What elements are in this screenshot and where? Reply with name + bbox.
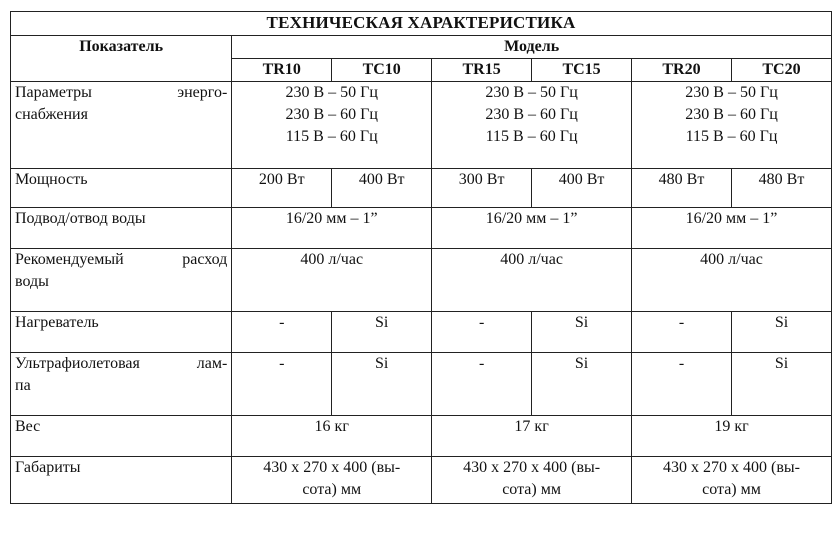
uv-lamp-value: Si [332, 353, 432, 416]
model-name: TR10 [232, 59, 332, 82]
heater-value: - [432, 312, 532, 353]
dimensions-cell-tr10-tc10 [232, 457, 432, 504]
water-connection-value: 16/20 мм – 1” [232, 208, 432, 249]
dimensions-line: 430 x 270 x 400 (вы- [463, 459, 601, 476]
table-row-weight [11, 416, 832, 457]
title-row [11, 12, 832, 36]
dimensions-line: 430 x 270 x 400 (вы- [663, 459, 800, 476]
water-connection-value: 16/20 мм – 1” [632, 208, 832, 249]
table-row-heater [11, 312, 832, 353]
power-supply-value: 115 В – 60 Гц [285, 128, 378, 145]
model-name: TC10 [332, 59, 432, 82]
weight-value: 16 кг [232, 416, 432, 457]
spec-sheet [10, 11, 832, 504]
table-row-dimensions [11, 457, 832, 504]
table-row-power-supply [11, 82, 832, 169]
table-row-power [11, 169, 832, 208]
model-name: TR20 [632, 59, 732, 82]
indicator-header: Показатель [11, 36, 232, 82]
row-label-water-connection: Подвод/отвод воды [11, 208, 232, 249]
power-value: 400 Вт [532, 169, 632, 208]
table-row-water-flow [11, 249, 832, 312]
row-label-power: Мощность [11, 169, 232, 208]
heater-value: Si [532, 312, 632, 353]
label-line: Рекомендуемый расход [15, 251, 228, 268]
power-supply-value: 230 В – 50 Гц [285, 84, 378, 101]
heater-value: - [632, 312, 732, 353]
water-flow-value: 400 л/час [432, 249, 632, 312]
heater-value: - [232, 312, 332, 353]
dimensions-line: сота) мм [702, 481, 761, 498]
uv-lamp-value: - [632, 353, 732, 416]
row-label-dimensions: Габариты [11, 457, 232, 504]
power-supply-value: 115 В – 60 Гц [485, 128, 578, 145]
power-value: 400 Вт [332, 169, 432, 208]
label-line: снабжения [15, 106, 88, 123]
water-connection-value: 16/20 мм – 1” [432, 208, 632, 249]
label-line: воды [15, 273, 49, 290]
row-label-power-supply [11, 82, 232, 169]
technical-spec-table [10, 11, 832, 504]
power-supply-cell-tr20-tc20 [632, 82, 832, 169]
model-header: Модель [232, 36, 832, 59]
row-label-water-flow [11, 249, 232, 312]
power-supply-cell-tr10-tc10 [232, 82, 432, 169]
header-row [11, 36, 832, 59]
dimensions-line: сота) мм [502, 481, 561, 498]
model-name: TR15 [432, 59, 532, 82]
power-supply-value: 230 В – 50 Гц [485, 84, 578, 101]
power-supply-value: 230 В – 60 Гц [485, 106, 578, 123]
row-label-heater: Нагреватель [11, 312, 232, 353]
model-name: TC15 [532, 59, 632, 82]
uv-lamp-value: - [232, 353, 332, 416]
table-row-uv-lamp [11, 353, 832, 416]
heater-value: Si [332, 312, 432, 353]
power-value: 480 Вт [731, 169, 831, 208]
power-value: 200 Вт [232, 169, 332, 208]
power-value: 300 Вт [432, 169, 532, 208]
row-label-weight: Вес [11, 416, 232, 457]
dimensions-line: сота) мм [302, 481, 362, 498]
power-value: 480 Вт [632, 169, 732, 208]
row-label-uv-lamp [11, 353, 232, 416]
label-line: Ультрафиолетовая лам- [15, 355, 228, 372]
weight-value: 17 кг [432, 416, 632, 457]
model-name: TC20 [731, 59, 831, 82]
water-flow-value: 400 л/час [232, 249, 432, 312]
power-supply-value: 230 В – 60 Гц [285, 106, 378, 123]
label-line: Параметры энерго- [15, 84, 228, 101]
uv-lamp-value: Si [731, 353, 831, 416]
power-supply-cell-tr15-tc15 [432, 82, 632, 169]
dimensions-cell-tr15-tc15 [432, 457, 632, 504]
weight-value: 19 кг [632, 416, 832, 457]
uv-lamp-value: Si [532, 353, 632, 416]
table-title: ТЕХНИЧЕСКАЯ ХАРАКТЕРИСТИКА [11, 12, 832, 36]
power-supply-value: 115 В – 60 Гц [685, 128, 778, 145]
power-supply-value: 230 В – 60 Гц [685, 106, 778, 123]
water-flow-value: 400 л/час [632, 249, 832, 312]
dimensions-cell-tr20-tc20 [632, 457, 832, 504]
dimensions-line: 430 x 270 x 400 (вы- [263, 459, 401, 476]
label-line: па [15, 377, 31, 394]
heater-value: Si [731, 312, 831, 353]
power-supply-value: 230 В – 50 Гц [685, 84, 778, 101]
table-row-water-connection [11, 208, 832, 249]
uv-lamp-value: - [432, 353, 532, 416]
